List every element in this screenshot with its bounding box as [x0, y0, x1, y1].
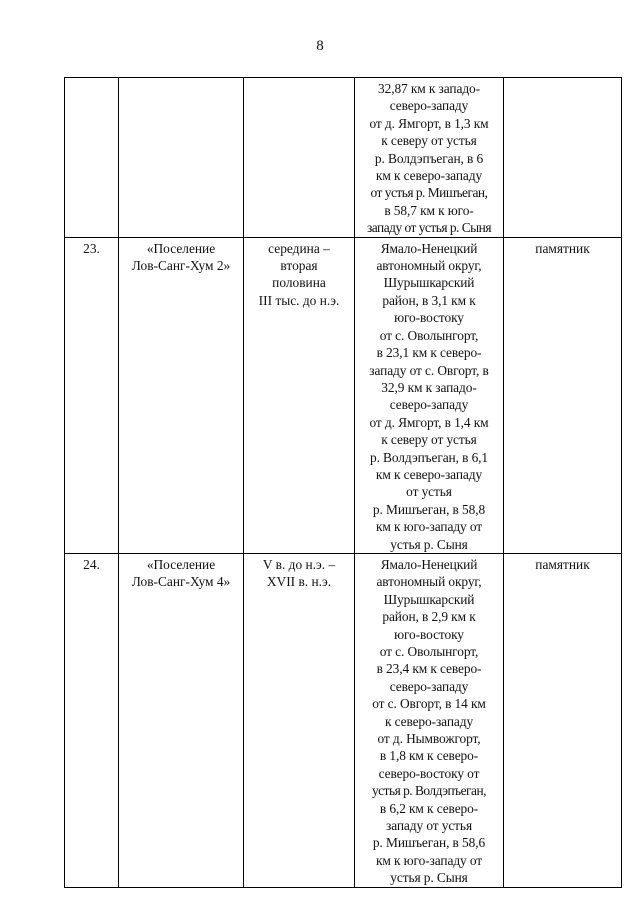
name-line: «Поселение: [146, 556, 216, 572]
location-line: Шурышкарский: [383, 591, 475, 607]
location-line: устья р. Волдэпъеган,: [371, 783, 486, 799]
location-line: от устья р. Мишъеган,: [370, 185, 488, 201]
location-line: от д. Ямгорт, в 1,4 км: [369, 414, 489, 430]
cell-number: 23.: [65, 237, 119, 553]
location-line: от с. Овгорт, в 14 км: [372, 696, 486, 712]
location-line: 32,9 км к западо-: [381, 379, 477, 395]
location-line: км к юго-западу от: [375, 852, 483, 868]
location-line: км к северо-западу: [375, 466, 483, 482]
table-row-continuation: [65, 78, 622, 238]
location-line: от с. Оволынгорт,: [379, 327, 479, 343]
cell-name: [119, 237, 244, 553]
cell-name: [119, 78, 244, 238]
location-line: юго-востоку: [394, 310, 464, 326]
location-line: западу от устья: [386, 818, 472, 834]
location-line: в 1,8 км к северо-: [379, 748, 479, 764]
cell-location: [355, 78, 504, 238]
cell-name: [119, 553, 244, 887]
location-line: район, в 3,1 км к: [382, 292, 476, 308]
location-line: р. Мишъеган, в 58,8: [372, 501, 486, 517]
location-line: 32,87 км к западо-: [378, 81, 480, 96]
location-line: автономный округ,: [376, 258, 482, 274]
location-line: от устья: [406, 484, 452, 500]
location-line: р. Мишъеган, в 58,6: [372, 835, 486, 851]
location-line: в 6,2 км к северо-: [379, 800, 479, 816]
location-line: северо-востоку от: [378, 765, 480, 781]
location-line: в 23,1 км к северо-: [376, 345, 482, 361]
dating-line: середина –: [268, 240, 330, 256]
location-line: западу от с. Овгорт, в: [369, 362, 489, 378]
cell-number: 24.: [65, 553, 119, 887]
location-line: автономный округ,: [376, 574, 482, 590]
location-line: Ямало-Ненецкий: [380, 556, 478, 572]
page-number: 8: [316, 38, 324, 54]
location-line: устья р. Сыня: [390, 536, 468, 552]
location-line: к северо-западу: [384, 713, 474, 729]
dating-line: вторая: [280, 258, 318, 274]
cell-dating: [244, 78, 355, 238]
location-line: юго-востоку: [394, 626, 464, 642]
location-line: северо-западу: [389, 678, 469, 694]
location-line: км к северо-западу: [375, 168, 483, 184]
location-line: от д. Нымвожгорт,: [377, 731, 481, 747]
name-line: Лов-Санг-Хум 2»: [131, 258, 231, 274]
dating-line: III тыс. до н.э.: [258, 292, 340, 308]
cell-dating: [244, 553, 355, 887]
location-line: район, в 2,9 км к: [382, 609, 476, 625]
location-line: в 23,4 км к северо-: [376, 661, 482, 677]
location-line: р. Волдэпъеган, в 6: [374, 150, 484, 166]
location-line: от д. Ямгорт, в 1,3 км: [369, 115, 489, 131]
cell-category: памятник: [504, 553, 622, 887]
location-line: км к юго-западу от: [375, 519, 483, 535]
location-line: устья р. Сыня: [390, 870, 468, 886]
cell-number: [65, 78, 119, 238]
location-line: р. Волдэпъеган, в 6,1: [369, 449, 489, 465]
name-line: Лов-Санг-Хум 4»: [131, 574, 231, 590]
table-row-23: [65, 237, 622, 553]
dating-line: V в. до н.э. –: [262, 556, 336, 572]
location-line: Шурышкарский: [383, 275, 475, 291]
location-line: к северу от устья: [381, 432, 477, 448]
location-line: в 58,7 км к юго-: [384, 202, 474, 218]
cell-dating: [244, 237, 355, 553]
table-row-24: [65, 553, 622, 887]
location-line: Ямало-Ненецкий: [380, 240, 478, 256]
name-line: «Поселение: [146, 240, 216, 256]
cell-category: [504, 78, 622, 238]
cell-location: [355, 237, 504, 553]
location-line: к северу от устья: [381, 133, 477, 149]
cell-location: [355, 553, 504, 887]
cell-category: памятник: [504, 237, 622, 553]
location-line: от с. Оволынгорт,: [379, 644, 479, 659]
heritage-objects-table: [64, 77, 622, 888]
location-line: западу от устья р. Сыня: [367, 220, 491, 236]
dating-line: половина: [272, 275, 326, 291]
location-line: северо-западу: [389, 98, 469, 114]
location-line: северо-западу: [389, 397, 469, 413]
dating-line: XVII в. н.э.: [266, 574, 332, 590]
